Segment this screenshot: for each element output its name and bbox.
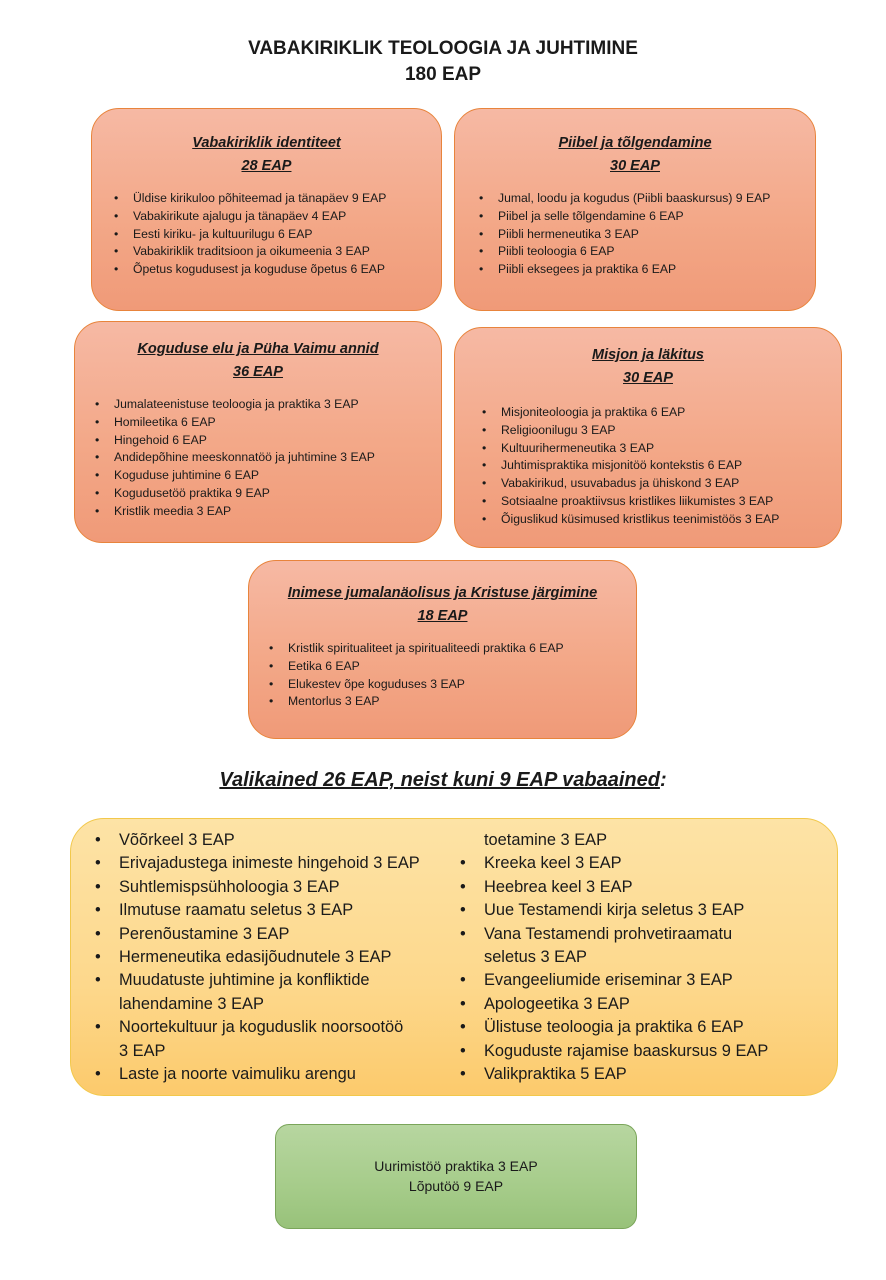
list-item: • Vabakirikute ajalugu ja tänapäev 4 EAP	[114, 208, 441, 226]
list-item-continuation: seletus 3 EAP	[484, 948, 587, 967]
module-course-list	[114, 190, 441, 279]
list-item: • Hingehoid 6 EAP	[95, 432, 441, 450]
list-item: • Sotsiaalne proaktiivsus kristlikes liikumistes 3 EAP	[482, 493, 841, 511]
electives-heading	[0, 767, 886, 793]
list-item: • Hermeneutika edasijõudnutele 3 EAP	[95, 946, 467, 969]
module-course-list	[269, 640, 636, 711]
list-item: • Muudatuste juhtimine ja konfliktide	[95, 969, 467, 992]
list-item: • Õpetus kogudusest ja koguduse õpetus 6 EAP	[114, 261, 441, 279]
list-item: • Apologeetika 3 EAP	[460, 993, 832, 1016]
thesis-text: Lõputöö 9 EAP	[408, 1178, 504, 1194]
module-title: Piibel ja tõlgendamine	[558, 135, 712, 151]
module-credits: 36 EAP	[233, 364, 283, 380]
list-item: • Homileetika 6 EAP	[95, 414, 441, 432]
module-title: Koguduse elu ja Püha Vaimu annid	[137, 341, 379, 357]
list-item: • Võõrkeel 3 EAP	[95, 829, 467, 852]
list-item: • Kristlik spiritualiteet ja spiritualiteedi praktika 6 EAP	[269, 640, 636, 658]
page-title-line1: VABAKIRIKLIK TEOLOOGIA JA JUHTIMINE	[248, 38, 638, 59]
electives-heading-colon: :	[659, 769, 667, 791]
final-requirements-box	[275, 1124, 637, 1229]
list-item: • Kultuurihermeneutika 3 EAP	[482, 440, 841, 458]
module-box-bible	[454, 108, 816, 311]
list-item: • Kristlik meedia 3 EAP	[95, 503, 441, 521]
page-title	[0, 36, 886, 88]
module-course-list	[95, 396, 441, 521]
module-title: Inimese jumalanäolisus ja Kristuse järgimine	[287, 585, 598, 601]
module-credits: 28 EAP	[241, 158, 292, 174]
list-item: • Üldise kirikuloo põhiteemad ja tänapäev 9 EAP	[114, 190, 441, 208]
list-item: • Jumalateenistuse teoloogia ja praktika 3 EAP	[95, 396, 441, 414]
list-item-continuation: lahendamine 3 EAP	[119, 994, 264, 1013]
list-item: • Mentorlus 3 EAP	[269, 693, 636, 711]
list-item-continuation: toetamine 3 EAP	[484, 831, 608, 849]
module-box-church-life	[74, 321, 442, 543]
list-item: • Erivajadustega inimeste hingehoid 3 EAP	[95, 852, 467, 875]
list-item: • Misjoniteoloogia ja praktika 6 EAP	[482, 404, 841, 422]
list-item: • Ilmutuse raamatu seletus 3 EAP	[95, 899, 467, 922]
module-title: Vabakiriklik identiteet	[192, 135, 341, 151]
list-item: • Ülistuse teoloogia ja praktika 6 EAP	[460, 1016, 832, 1039]
module-course-list	[479, 190, 815, 279]
list-item: • Perenõustamine 3 EAP	[95, 923, 467, 946]
list-item: • Piibli teoloogia 6 EAP	[479, 243, 815, 261]
module-box-identity	[91, 108, 442, 311]
list-item: • Piibli eksegees ja praktika 6 EAP	[479, 261, 815, 279]
module-box-discipleship	[248, 560, 637, 739]
electives-heading-text: Valikained 26 EAP, neist kuni 9 EAP vabaained	[219, 769, 660, 791]
list-item: • Laste ja noorte vaimuliku arengu	[95, 1063, 467, 1086]
module-box-mission	[454, 327, 842, 548]
list-item: • Vana Testamendi prohvetiraamatu	[460, 923, 832, 946]
list-item-continuation: 3 EAP	[119, 1041, 166, 1060]
list-item: • Elukestev õpe koguduses 3 EAP	[269, 676, 636, 694]
list-item: • Vabakiriklik traditsioon ja oikumeenia 3 EAP	[114, 243, 441, 261]
list-item: • Uue Testamendi kirja seletus 3 EAP	[460, 899, 832, 922]
list-item: • Piibel ja selle tõlgendamine 6 EAP	[479, 208, 815, 226]
list-item: • Kogudusetöö praktika 9 EAP	[95, 485, 441, 503]
list-item: • Noortekultuur ja koguduslik noorsootöö	[95, 1016, 467, 1039]
list-item: • Koguduste rajamise baaskursus 9 EAP	[460, 1040, 832, 1063]
electives-right-list	[460, 829, 832, 1086]
module-title: Misjon ja läkitus	[592, 347, 704, 363]
page-title-line2: 180 EAP	[404, 64, 482, 85]
list-item: • Piibli hermeneutika 3 EAP	[479, 226, 815, 244]
list-item: • Jumal, loodu ja kogudus (Piibli baaskursus) 9 EAP	[479, 190, 815, 208]
electives-left-list	[95, 829, 467, 1086]
list-item: • Evangeeliumide eriseminar 3 EAP	[460, 969, 832, 992]
list-item: • Valikpraktika 5 EAP	[460, 1063, 832, 1086]
list-item: • Koguduse juhtimine 6 EAP	[95, 467, 441, 485]
list-item: • Andidepõhine meeskonnatöö ja juhtimine 3 EAP	[95, 449, 441, 467]
list-item: • Vabakirikud, usuvabadus ja ühiskond 3 EAP	[482, 475, 841, 493]
module-credits: 18 EAP	[417, 608, 468, 624]
module-course-list	[482, 404, 841, 529]
list-item: • Religioonilugu 3 EAP	[482, 422, 841, 440]
electives-left-column	[95, 829, 467, 1086]
list-item: • Õiguslikud küsimused kristlikus teenimistöös 3 EAP	[482, 511, 841, 529]
research-practice-text: Uurimistöö praktika 3 EAP	[374, 1158, 538, 1174]
list-item: • Kreeka keel 3 EAP	[460, 852, 832, 875]
list-item: • Heebrea keel 3 EAP	[460, 876, 832, 899]
list-item: • Suhtlemispsühholoogia 3 EAP	[95, 876, 467, 899]
module-credits: 30 EAP	[623, 370, 673, 386]
electives-right-column	[460, 829, 832, 1086]
list-item: • Juhtimispraktika misjonitöö kontekstis 6 EAP	[482, 457, 841, 475]
list-item: • Eesti kiriku- ja kultuurilugu 6 EAP	[114, 226, 441, 244]
list-item: • Eetika 6 EAP	[269, 658, 636, 676]
module-credits: 30 EAP	[610, 158, 660, 174]
electives-box	[70, 818, 838, 1096]
